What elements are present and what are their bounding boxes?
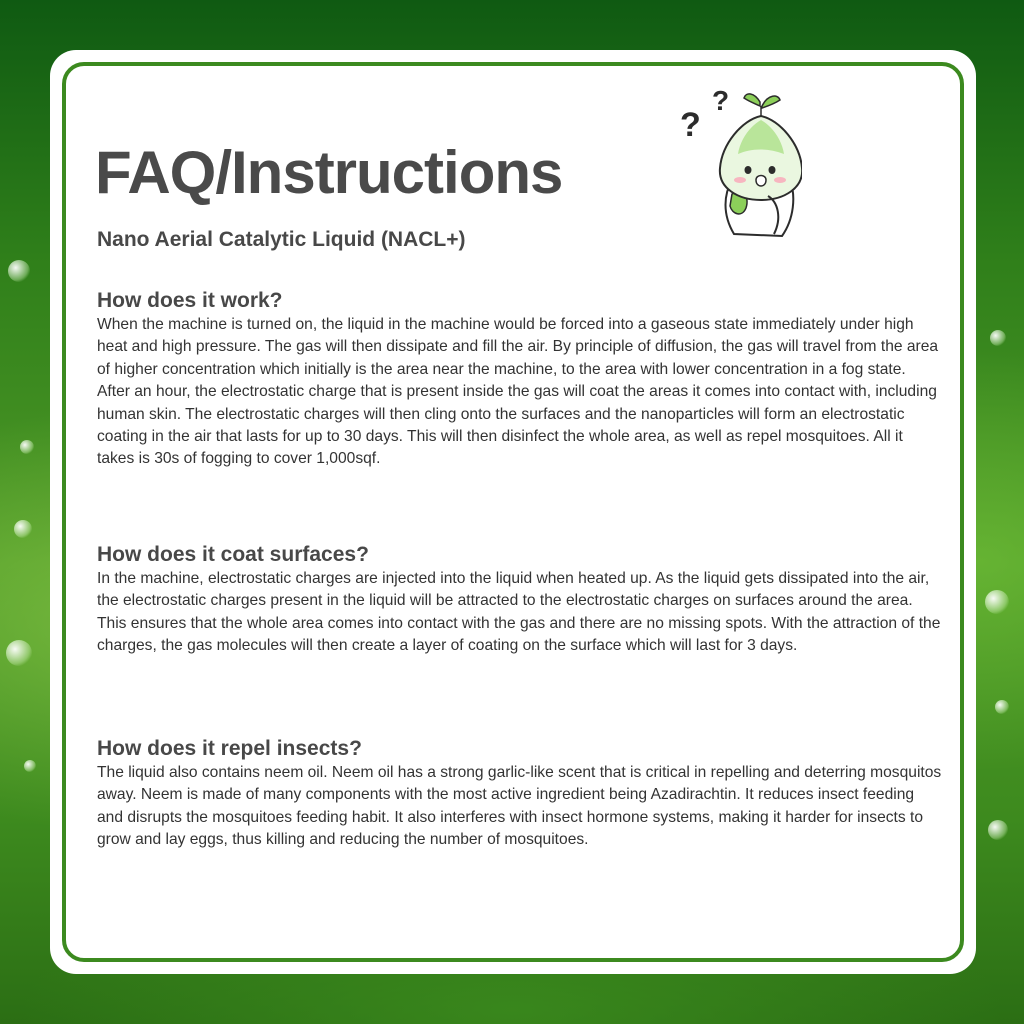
product-subtitle: Nano Aerial Catalytic Liquid (NACL+) [97, 228, 466, 251]
confused-sprout-mascot-icon [672, 84, 802, 264]
faq-heading: How does it work? [97, 289, 283, 312]
faq-heading: How does it repel insects? [97, 737, 362, 760]
dew-drop [988, 820, 1008, 840]
dew-drop [24, 760, 36, 772]
dew-drop [990, 330, 1006, 346]
dew-drop [995, 700, 1009, 714]
faq-heading: How does it coat surfaces? [97, 543, 369, 566]
dew-drop [6, 640, 32, 666]
page-title: FAQ/Instructions [95, 139, 563, 206]
dew-drop [985, 590, 1009, 614]
question-mark-right: ? [712, 85, 730, 116]
dew-drop [14, 520, 32, 538]
faq-section-coat-surfaces [97, 542, 942, 658]
faq-body: When the machine is turned on, the liquid in the machine would be forced into a gaseous state immediately under high heat and high pressure. The gas will then dissipate and fill the air. By principle of diffusion, the gas will travel from the area of higher concentration which initially is the area near the machine, to the area with lower concentration in a fog state. After an hour, the electrostatic charge that is present inside the gas will coat the areas it comes into contact with, including human skin. The electrostatic charges will then cling onto the surfaces and the nanoparticles will form an electrostatic coating in the air that lasts for up to 30 days. This will then disinfect the whole area, as well as repel mosquitoes. All it takes is 30s of fogging to cover 1,000sqf. [97, 316, 939, 468]
faq-section-how-it-works [97, 288, 942, 471]
dew-drop [8, 260, 30, 282]
faq-body: The liquid also contains neem oil. Neem oil has a strong garlic-like scent that is critical in repelling and deterring mosquitos away. Neem is made of many components with the most active ingredient being Azadirachtin. It reduces insect feeding and disrupts the mosquitoes feeding habit. It also interferes with insect hormone systems, making it harder for insects to grow and lay eggs, thus killing and reducing the number of mosquitoes. [97, 764, 942, 849]
faq-body: In the machine, electrostatic charges are injected into the liquid when heated up. As the liquid gets dissipated into the air, the electrostatic charges present in the liquid will be attracted to the electrostatic charges on surfaces around the area. This ensures that the whole area comes into contact with the gas and there are no missing spots. With the attraction of the charges, the gas molecules will then create a layer of coating on the surface which will last for 3 days. [97, 570, 941, 655]
dew-drop [20, 440, 34, 454]
question-mark-left: ? [680, 106, 701, 144]
faq-section-repel-insects [97, 736, 942, 852]
